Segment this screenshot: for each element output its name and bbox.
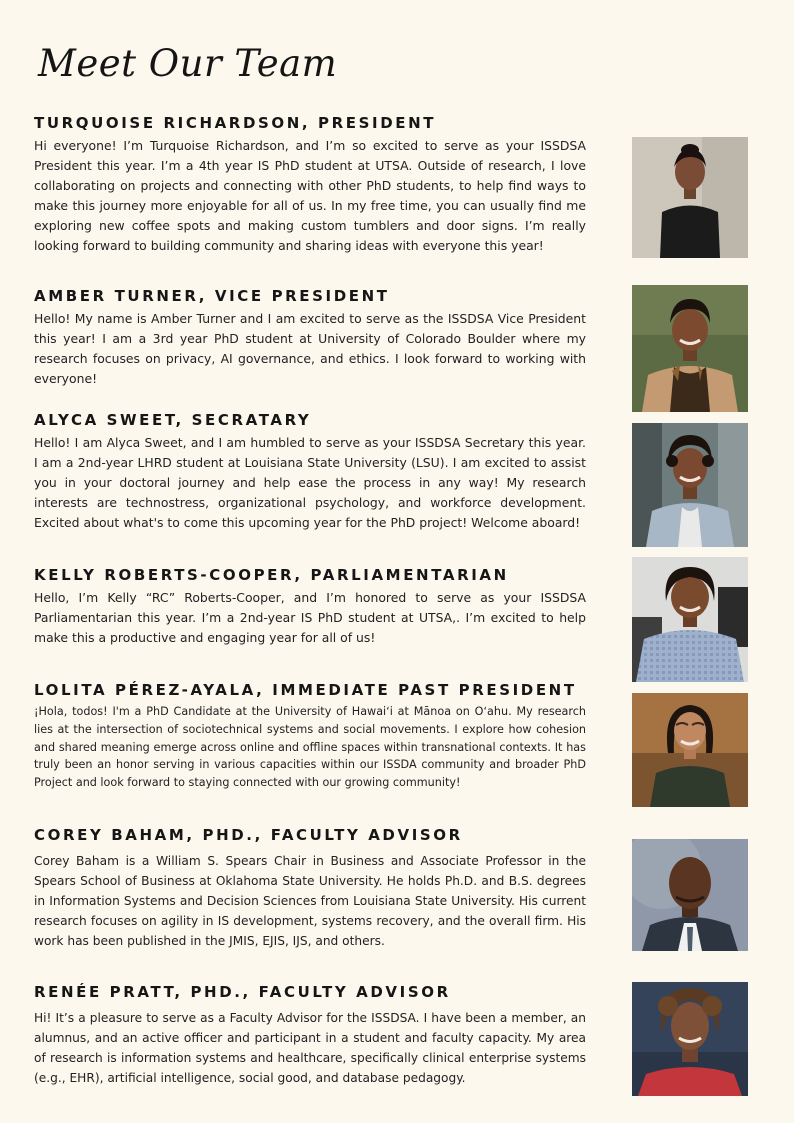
member-bio: Hello! I am Alyca Sweet, and I am humbled to serve as your ISSDSA Secretary this year. I am a 2nd-year LHRD student at Louisiana State University (LSU). I am excited to assist you in your doctoral journey and help ease the process in any way! My research interests are technostress, organizational psychology, and workforce development. Excited about what's to come this upcoming year for the PhD project! Welcome aboard!: [34, 435, 586, 530]
team-member-faculty-advisor-baham: [34, 826, 586, 951]
team-member-faculty-advisor-pratt: [34, 983, 586, 1088]
member-name: COREY BAHAM, PHD., FACULTY ADVISOR: [34, 826, 463, 844]
team-member-secretary: [34, 411, 586, 533]
member-name: RENÉE PRATT, PHD., FACULTY ADVISOR: [34, 983, 451, 1001]
member-name: AMBER TURNER, VICE PRESIDENT: [34, 287, 390, 305]
member-photo: [632, 839, 748, 951]
team-member-parliamentarian: [34, 566, 586, 648]
member-bio: Corey Baham is a William S. Spears Chair in Business and Associate Professor in the Spears School of Business at Oklahoma State University. He holds Ph.D. and B.S. degrees in Information Systems and Decision Sciences from Louisiana State University. His current research focuses on agility in IS development, systems recovery, and the overall firm. His work has been published in the JMIS, EJIS, IJS, and others.: [34, 854, 586, 948]
team-member-president: [34, 114, 586, 256]
member-name: ALYCA SWEET, SECRATARY: [34, 411, 312, 429]
member-photo: [632, 982, 748, 1096]
member-bio: ¡Hola, todos! I'm a PhD Candidate at the University of Hawaiʻi at Mānoa on Oʻahu. My research lies at the intersection of sociotechnical systems and social movements. I explore how cohesion and shared meaning emerge across online and offline spaces within transnational contexts. It has truly been an honor serving in various capacities within our ISSDA community and broader PhD Project and look forward to staying connected with our growing community!: [34, 705, 586, 790]
member-bio: Hi! It’s a pleasure to serve as a Faculty Advisor for the ISSDSA. I have been a member, an alumnus, and an active officer and participant in a student and faculty capacity. My area of research is information systems and healthcare, specifically clinical enterprise systems (e.g., EHR), artificial intelligence, social good, and database pedagogy.: [34, 1011, 586, 1085]
member-photo: [632, 423, 748, 547]
member-photo: [632, 557, 748, 682]
member-photo: [632, 285, 748, 412]
member-photo: [632, 693, 748, 807]
page-title: Meet Our Team: [38, 42, 338, 85]
team-member-vice-president: [34, 287, 586, 389]
member-name: TURQUOISE RICHARDSON, PRESIDENT: [34, 114, 437, 132]
member-bio: Hi everyone! I’m Turquoise Richardson, and I’m so excited to serve as your ISSDSA President this year. I’m a 4th year IS PhD student at UTSA. Outside of research, I love collaborating on projects and connecting with other PhD students, to help find ways to make this journey more enjoyable for all of us. In my free time, you can usually find me exploring new coffee spots and making custom tumblers and door signs. I’m really looking forward to building community and sharing ideas with everyone this year!: [34, 138, 586, 253]
member-bio: Hello! My name is Amber Turner and I am excited to serve as the ISSDSA Vice President this year! I am a 3rd year PhD student at University of Colorado Boulder where my research focuses on privacy, AI governance, and ethics. I look forward to working with everyone!: [34, 311, 586, 386]
member-bio: Hello, I’m Kelly “RC” Roberts-Cooper, and I’m honored to serve as your ISSDSA Parliamentarian this year. I’m a 2nd-year IS PhD student at UTSA,. I’m excited to help make this a productive and engaging year for all of us!: [34, 590, 586, 645]
team-member-past-president: [34, 681, 586, 792]
member-name: LOLITA PÉREZ-AYALA, IMMEDIATE PAST PRESIDENT: [34, 681, 577, 699]
member-photo: [632, 137, 748, 258]
member-name: KELLY ROBERTS-COOPER, PARLIAMENTARIAN: [34, 566, 509, 584]
